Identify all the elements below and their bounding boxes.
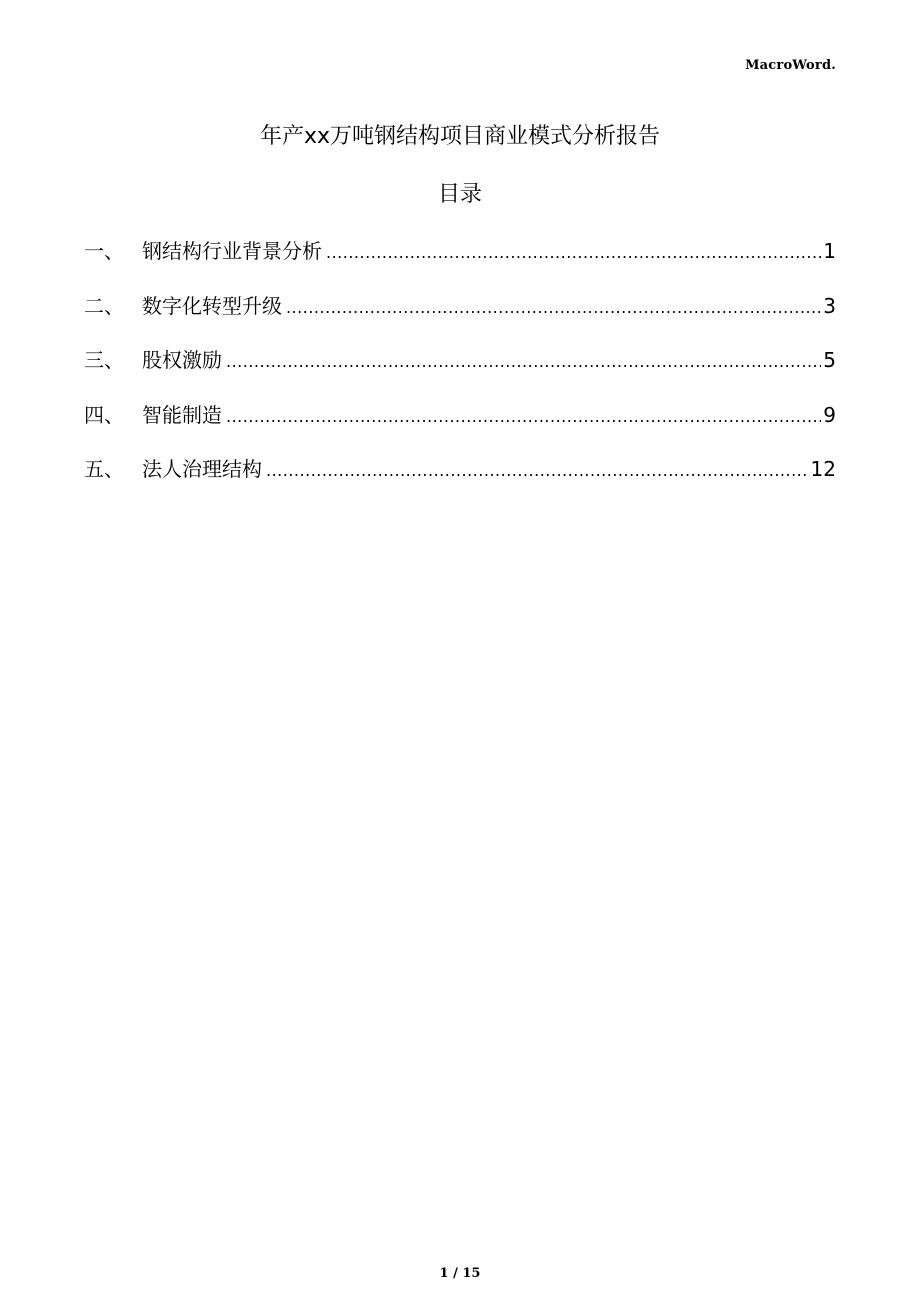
toc-entry[interactable] <box>84 236 836 266</box>
toc-entry-label: 数字化转型升级 <box>142 293 282 318</box>
toc-entry-number: 三、 <box>84 348 124 372</box>
toc-entry-page: 5 <box>823 348 836 372</box>
toc-heading: 目录 <box>437 182 482 207</box>
toc-dot-leader <box>266 456 809 486</box>
toc-entry-number: 五、 <box>84 457 124 481</box>
toc-entry-label: 法人治理结构 <box>142 457 262 481</box>
toc-entry-page: 1 <box>823 239 836 263</box>
toc-entry-page: 9 <box>823 402 836 427</box>
document-title: 年产xx万吨钢结构项目商业模式分析报告 <box>259 124 661 149</box>
toc-entry-label: 钢结构行业背景分析 <box>142 239 322 263</box>
toc-entry-label: 股权激励 <box>142 348 222 372</box>
toc-entry[interactable] <box>84 291 836 321</box>
toc-dot-leader <box>286 293 821 323</box>
header-brand: MacroWord. <box>745 58 836 73</box>
toc-entry-page: 12 <box>810 457 836 481</box>
toc-entry[interactable] <box>84 345 836 375</box>
page-indicator: 1 / 15 <box>439 1266 481 1281</box>
toc-entry-page: 3 <box>823 293 836 318</box>
toc-entry[interactable] <box>84 454 836 484</box>
toc-dot-leader <box>226 402 821 432</box>
toc-dot-leader <box>326 238 821 268</box>
toc-entry-number: 一、 <box>84 239 124 263</box>
table-of-contents <box>84 236 836 509</box>
toc-entry-number: 二、 <box>84 293 124 318</box>
toc-entry-number: 四、 <box>84 402 124 427</box>
toc-dot-leader <box>226 347 821 377</box>
toc-entry-label: 智能制造 <box>142 402 222 427</box>
toc-entry[interactable] <box>84 400 836 430</box>
